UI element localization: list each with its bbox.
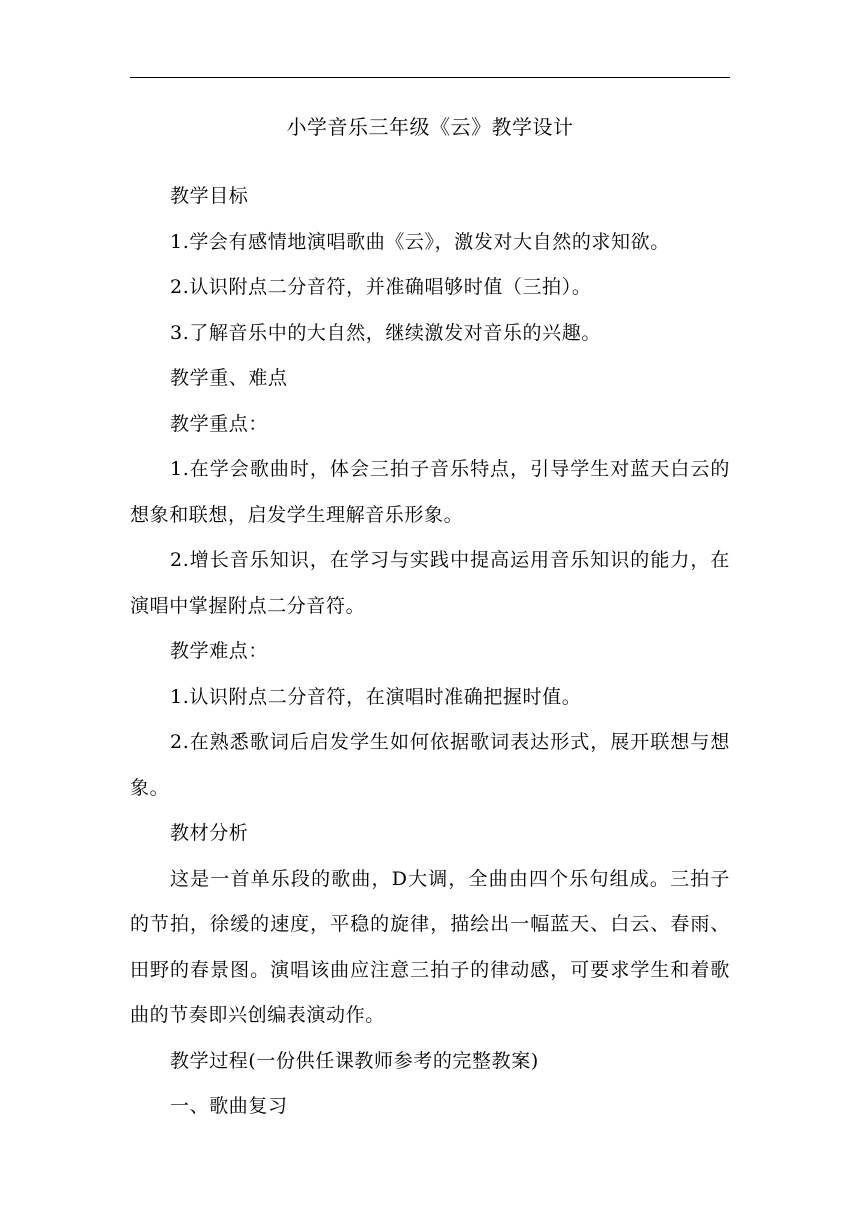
section-heading-key-difficult-points: 教学重、难点	[170, 367, 288, 389]
section-heading-material-analysis: 教材分析	[170, 822, 249, 844]
difficult-point-item: 2.在熟悉歌词后启发学生如何依据歌词表达形式，展开联想与想象。	[130, 731, 730, 799]
document-body	[130, 174, 730, 1130]
process-step-heading: 一、歌曲复习	[170, 1095, 288, 1117]
subheading-difficult-points: 教学难点：	[170, 640, 269, 662]
section-heading-teaching-process: 教学过程(一份供任课教师参考的完整教案)	[170, 1049, 539, 1072]
subheading-key-points: 教学重点：	[170, 412, 269, 435]
objective-item: 1.学会有感情地演唱歌曲《云》，激发对大自然的求知欲。	[170, 230, 670, 253]
header-rule	[130, 77, 730, 78]
objective-item: 2.认识附点二分音符，并准确唱够时值（三拍）。	[170, 276, 592, 298]
difficult-point-item: 1.认识附点二分音符，在演唱时准确把握时值。	[170, 685, 582, 708]
document-title: 小学音乐三年级《云》教学设计	[286, 115, 574, 139]
material-analysis-text: 这是一首单乐段的歌曲，D大调，全曲由四个乐句组成。三拍子的节拍，徐缓的速度，平稳的旋律，描绘出一幅蓝天、白云、春雨、田野的春景图。演唱该曲应注意三拍子的律动感，可要求学生和着歌曲的节奏即兴创编表演动作。	[130, 867, 730, 1026]
section-heading-objectives: 教学目标	[170, 185, 249, 207]
objective-item: 3.了解音乐中的大自然，继续激发对音乐的兴趣。	[170, 321, 601, 344]
key-point-item: 2.增长音乐知识，在学习与实践中提高运用音乐知识的能力，在演唱中掌握附点二分音符。	[130, 549, 730, 617]
key-point-item: 1.在学会歌曲时，体会三拍子音乐特点，引导学生对蓝天白云的想象和联想，启发学生理解音乐形象。	[130, 458, 730, 526]
